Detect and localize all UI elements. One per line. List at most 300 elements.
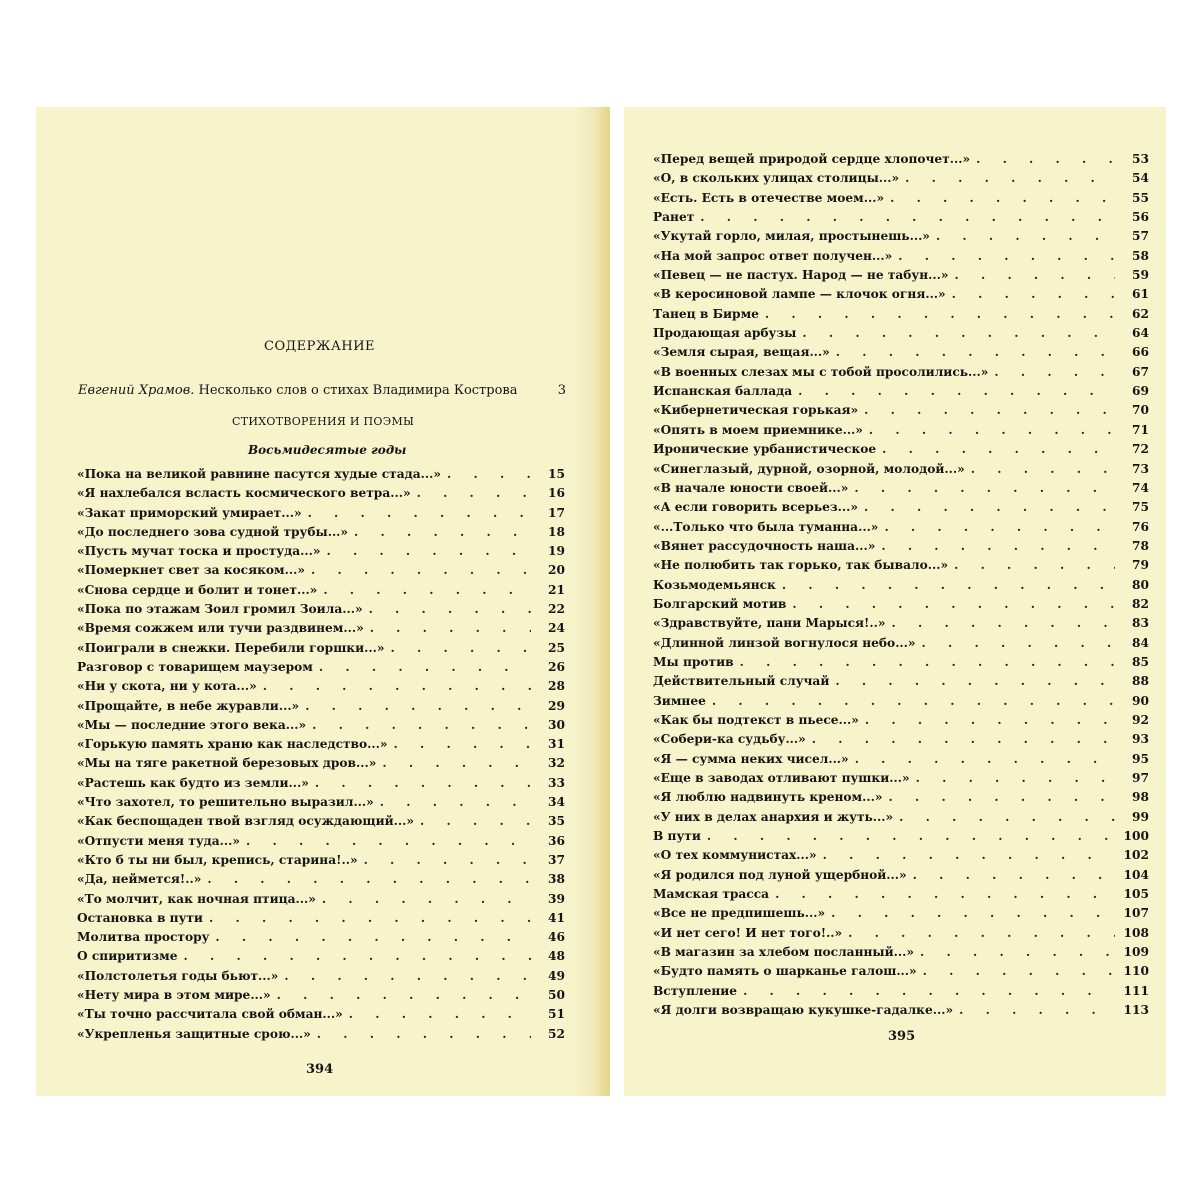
toc-entry: [653, 595, 1149, 614]
toc-entry-title: «То молчит, как ночная птица...»: [77, 891, 316, 906]
toc-entry-title: В пути: [653, 829, 701, 844]
toc-entry-title: «Не полюбить так горько, так бывало...»: [653, 558, 949, 573]
toc-entry-title: «Еще в заводах отливают пушки...»: [653, 771, 910, 785]
toc-entry: [77, 523, 565, 542]
dot-leader: [922, 634, 1115, 653]
toc-entry-page-number: 75: [1132, 500, 1149, 515]
toc-entry-title: «Здравствуйте, пани Марыся!..»: [653, 616, 886, 631]
toc-entry-page-number: 78: [1132, 538, 1149, 553]
dot-leader: [311, 561, 531, 580]
dot-leader: [994, 363, 1115, 382]
dot-leader: [246, 832, 531, 851]
toc-entry-page-number: 50: [548, 988, 565, 1003]
toc-entry: [77, 967, 565, 986]
toc-entry: [77, 581, 565, 600]
toc-entry: [77, 465, 565, 484]
toc-entry: [77, 774, 565, 793]
toc-entry-title: «В начале юности своей...»: [653, 480, 849, 495]
toc-entry: [653, 982, 1149, 1001]
dot-leader: [319, 658, 531, 677]
toc-entry-title: Испанская баллада: [653, 384, 793, 399]
toc-entries-right: [653, 150, 1149, 1020]
toc-entry: [653, 382, 1149, 401]
toc-entry-title: «Певец — не пастух. Народ — не табун...»: [653, 268, 949, 283]
dot-leader: [369, 600, 531, 619]
toc-entry-title: «В керосиновой лампе — клочок огня...»: [653, 287, 946, 302]
toc-entry-title: «Перед вещей природой сердце хлопочет...»: [653, 152, 971, 166]
toc-entry-page-number: 111: [1123, 983, 1149, 998]
toc-entry-page-number: 62: [1132, 306, 1149, 321]
toc-entry-page-number: 55: [1132, 190, 1149, 205]
toc-entry: [653, 904, 1149, 923]
toc-entry-title: Молитва простору: [77, 930, 210, 945]
dot-leader: [812, 730, 1115, 749]
toc-entry-title: «Укутай горло, милая, простынешь...»: [653, 229, 930, 244]
toc-entry-title: «Я — сумма неких чисел...»: [653, 751, 849, 766]
toc-entry: [653, 943, 1149, 962]
dot-leader: [447, 465, 531, 484]
toc-entry-page-number: 88: [1132, 674, 1149, 689]
dot-leader: [959, 1001, 1115, 1020]
toc-title: СОДЕРЖАНИЕ: [264, 339, 376, 354]
toc-entry-page-number: 84: [1132, 635, 1149, 650]
toc-entry-title: «Я долги возвращаю кукушке-гадалке...»: [653, 1003, 954, 1018]
toc-entry-page-number: 57: [1132, 229, 1149, 244]
toc-entry: [653, 730, 1149, 749]
dot-leader: [284, 967, 531, 986]
toc-entry-page-number: 95: [1132, 751, 1149, 766]
right-page: [624, 107, 1166, 1096]
toc-entry: [77, 542, 565, 561]
dot-leader: [899, 808, 1115, 827]
dot-leader: [382, 754, 531, 773]
toc-entry-title: «Опять в моем приемнике...»: [653, 422, 863, 437]
toc-entry-title: «Я люблю надвинуть креном...»: [653, 790, 883, 805]
toc-entry: [653, 247, 1149, 266]
toc-entry-page-number: 54: [1132, 171, 1149, 186]
toc-entry: [653, 324, 1149, 343]
toc-entry: [653, 363, 1149, 382]
toc-entry: [653, 285, 1149, 304]
toc-entry-page-number: 85: [1132, 654, 1149, 669]
dot-leader: [364, 851, 531, 870]
toc-entry: [653, 189, 1149, 208]
toc-entry-title: «Укрепленья защитные срою...»: [77, 1026, 311, 1041]
toc-entry: [653, 266, 1149, 285]
intro-author: Евгений Храмов.: [78, 383, 195, 398]
toc-entry-page-number: 108: [1123, 925, 1149, 940]
toc-entry-page-number: 100: [1123, 829, 1149, 844]
dot-leader: [936, 227, 1115, 246]
toc-entry: [77, 870, 565, 889]
toc-entry: [653, 885, 1149, 904]
toc-entry-page-number: 64: [1132, 326, 1149, 341]
page-number-right: 395: [888, 1029, 916, 1044]
toc-entry-page-number: 31: [548, 737, 565, 752]
toc-entry-page-number: 49: [548, 968, 565, 983]
toc-entry-page-number: 37: [548, 852, 565, 867]
toc-entry: [653, 962, 1149, 981]
dot-leader: [881, 537, 1115, 556]
toc-entry-page-number: 74: [1132, 480, 1149, 495]
toc-entry: [77, 1005, 565, 1024]
toc-entry: [77, 1025, 565, 1044]
toc-entry-title: «В магазин за хлебом посланный...»: [653, 945, 915, 960]
toc-entry-page-number: 80: [1132, 577, 1149, 592]
dot-leader: [798, 382, 1115, 401]
toc-entry-title: «До последнего зова судной трубы...»: [77, 524, 349, 539]
dot-leader: [312, 716, 531, 735]
toc-entry: [77, 832, 565, 851]
toc-entry-title: «Что захотел, то решительно выразил...»: [77, 795, 374, 810]
dot-leader: [775, 885, 1115, 904]
dot-leader: [848, 924, 1115, 943]
dot-leader: [792, 595, 1115, 614]
toc-entry-page-number: 26: [548, 659, 565, 674]
toc-entry-title: Продающая арбузы: [653, 326, 797, 341]
dot-leader: [923, 962, 1115, 981]
dot-leader: [707, 827, 1115, 846]
dot-leader: [913, 866, 1115, 885]
toc-entry-title: «Время сожжем или тучи раздвинем...»: [77, 621, 364, 636]
toc-entry: [77, 677, 565, 696]
dot-leader: [317, 1025, 531, 1044]
section-heading: СТИХОТВОРЕНИЯ И ПОЭМЫ: [232, 415, 415, 428]
toc-entry: [653, 750, 1149, 769]
toc-entry-title: «Есть. Есть в отечестве моем...»: [653, 190, 885, 205]
toc-entry: [77, 890, 565, 909]
toc-entry-title: «...Только что была туманна...»: [653, 519, 879, 534]
toc-entry: [77, 793, 565, 812]
toc-entry-page-number: 76: [1132, 519, 1149, 534]
toc-entry-title: «Кибернетическая горькая»: [653, 403, 859, 418]
toc-entry-page-number: 71: [1132, 422, 1149, 437]
dot-leader: [869, 421, 1115, 440]
toc-entry: [653, 692, 1149, 711]
toc-entry: [77, 619, 565, 638]
toc-entry-page-number: 61: [1132, 287, 1149, 302]
toc-entry-title: «Пока на великой равнине пасутся худые стада...»: [77, 467, 441, 481]
toc-entry-page-number: 32: [548, 756, 565, 771]
toc-entry: [77, 986, 565, 1005]
toc-entry-page-number: 92: [1132, 712, 1149, 727]
toc-entry-title: Вступление: [653, 983, 738, 998]
toc-entry-title: «Поиграли в снежки. Перебили горшки...»: [77, 640, 385, 655]
toc-entry-title: «Я родился под луной ущербной...»: [653, 867, 907, 882]
toc-entry-title: «Ты точно рассчитала свой обман...»: [77, 1007, 343, 1022]
toc-entry-title: Танец в Бирме: [653, 306, 759, 321]
toc-entry-page-number: 97: [1132, 771, 1149, 785]
dot-leader: [323, 581, 531, 600]
dot-leader: [207, 870, 531, 889]
toc-entry: [653, 460, 1149, 479]
toc-entry-page-number: 73: [1132, 461, 1149, 476]
toc-entry-page-number: 59: [1132, 268, 1149, 283]
toc-entry: [653, 556, 1149, 575]
toc-entry-title: «Померкнет свет за косяком...»: [77, 563, 305, 578]
dot-leader: [864, 498, 1115, 517]
toc-entry-page-number: 83: [1132, 616, 1149, 631]
dot-leader: [976, 150, 1115, 169]
toc-entry-page-number: 109: [1123, 945, 1149, 960]
dot-leader: [954, 266, 1115, 285]
toc-entry-page-number: 28: [548, 679, 565, 694]
dot-leader: [380, 793, 531, 812]
toc-entry: [653, 769, 1149, 788]
toc-entry-title: «Снова сердце и болит и тонет...»: [77, 582, 318, 597]
dot-leader: [277, 986, 531, 1005]
toc-entry-title: Иронические урбанистическое: [653, 442, 877, 457]
toc-entry-page-number: 41: [548, 910, 565, 925]
toc-entry-title: «Закат приморский умирает...»: [77, 505, 302, 520]
toc-entry-title: «Горькую память храню как наследство...»: [77, 737, 388, 752]
toc-entry-page-number: 53: [1132, 152, 1149, 166]
toc-entry: [653, 305, 1149, 324]
intro-text: [78, 383, 517, 398]
toc-entry: [653, 808, 1149, 827]
toc-entry-title: «Как беспощаден твой взгляд осуждающий...»: [77, 814, 415, 829]
dot-leader: [308, 504, 531, 523]
toc-entry-page-number: 25: [548, 640, 565, 655]
dot-leader: [184, 947, 531, 966]
toc-entry-page-number: 48: [548, 949, 565, 964]
toc-entry-title: «В военных слезах мы с тобой просолились...»: [653, 364, 989, 379]
toc-entry-title: Болгарский мотив: [653, 596, 787, 611]
toc-entry: [77, 754, 565, 773]
dot-leader: [802, 324, 1115, 343]
toc-entry-page-number: 67: [1132, 364, 1149, 379]
toc-entry: [653, 576, 1149, 595]
toc-entry: [77, 909, 565, 928]
toc-entry-page-number: 20: [548, 563, 565, 578]
dot-leader: [712, 692, 1115, 711]
dot-leader: [700, 208, 1115, 227]
toc-entry: [653, 653, 1149, 672]
toc-entry-page-number: 33: [548, 775, 565, 790]
toc-entry-page-number: 35: [548, 814, 565, 829]
dot-leader: [782, 576, 1115, 595]
toc-entry: [77, 716, 565, 735]
toc-entry: [77, 639, 565, 658]
dot-leader: [954, 556, 1115, 575]
toc-entry-page-number: 19: [548, 544, 565, 559]
toc-entry: [77, 504, 565, 523]
toc-entry-page-number: 107: [1123, 906, 1149, 921]
toc-entry: [653, 711, 1149, 730]
toc-entry: [653, 924, 1149, 943]
dot-leader: [209, 909, 531, 928]
toc-entry-title: «Мы — последние этого века...»: [77, 717, 307, 732]
dot-leader: [835, 672, 1115, 691]
toc-entry: [653, 343, 1149, 362]
dot-leader: [743, 982, 1115, 1001]
toc-entry: [653, 1001, 1149, 1020]
toc-entry: [77, 928, 565, 947]
toc-entry: [653, 866, 1149, 885]
dot-leader: [865, 711, 1115, 730]
toc-entry-page-number: 105: [1123, 887, 1149, 902]
dot-leader: [740, 653, 1115, 672]
toc-entry: [77, 851, 565, 870]
dot-leader: [263, 677, 531, 696]
toc-entry-title: Мы против: [653, 654, 734, 669]
toc-entry: [77, 697, 565, 716]
toc-entry: [653, 440, 1149, 459]
dot-leader: [952, 285, 1115, 304]
toc-entry-title: О спиритизме: [77, 949, 178, 964]
dot-leader: [905, 169, 1115, 188]
toc-entry-title: «У них в делах анархия и жуть...»: [653, 809, 894, 824]
toc-entry-title: «Мы на тяге ракетной березовых дров...»: [77, 756, 377, 771]
toc-entry: [77, 947, 565, 966]
toc-entry: [653, 537, 1149, 556]
toc-entry-title: «Собери-ка судьбу...»: [653, 732, 806, 747]
toc-entry: [653, 846, 1149, 865]
toc-entry-title: «Синеглазый, дурной, озорной, молодой...»: [653, 461, 965, 476]
toc-entry-title: «Я нахлебался всласть космического ветра...»: [77, 486, 411, 501]
toc-entry-title: «Кто б ты ни был, крепись, старина!..»: [77, 852, 358, 867]
toc-entry-page-number: 70: [1132, 403, 1149, 418]
intro-entry: [78, 383, 566, 398]
dot-leader: [898, 247, 1115, 266]
dot-leader: [882, 440, 1115, 459]
toc-entry: [653, 169, 1149, 188]
toc-entry-title: «Длинной линзой вогнулося небо...»: [653, 635, 916, 650]
toc-entry-page-number: 72: [1132, 442, 1149, 457]
toc-entry-page-number: 24: [548, 621, 565, 636]
toc-entry-page-number: 38: [548, 872, 565, 887]
toc-entry-page-number: 51: [548, 1007, 565, 1022]
dot-leader: [836, 343, 1115, 362]
toc-entry-title: «Будто память о шарканье галош...»: [653, 964, 917, 979]
toc-entry-page-number: 21: [548, 582, 565, 597]
toc-entry: [77, 561, 565, 580]
left-page: [36, 107, 596, 1096]
toc-entry: [653, 827, 1149, 846]
toc-entry-title: «Прощайте, в небе журавли...»: [77, 698, 300, 713]
toc-entry-page-number: 98: [1132, 790, 1149, 805]
toc-entry-page-number: 15: [548, 467, 565, 481]
toc-entry-title: «Нету мира в этом мире...»: [77, 988, 271, 1003]
toc-entry-page-number: 34: [548, 795, 565, 810]
toc-entry-title: «Растешь как будто из земли...»: [77, 775, 309, 790]
toc-entry-page-number: 30: [548, 717, 565, 732]
toc-entries-left: [77, 465, 565, 1044]
dot-leader: [393, 735, 531, 754]
toc-entry: [77, 600, 565, 619]
toc-entry-title: «А если говорить всерьез...»: [653, 500, 858, 515]
toc-entry-page-number: 69: [1132, 384, 1149, 399]
toc-entry-page-number: 58: [1132, 248, 1149, 263]
toc-entry: [77, 735, 565, 754]
toc-entry: [653, 421, 1149, 440]
dot-leader: [322, 890, 531, 909]
toc-entry-title: «Ни у скота, ни у кота...»: [77, 679, 257, 694]
dot-leader: [420, 812, 531, 831]
toc-entry-title: Остановка в пути: [77, 910, 203, 925]
toc-entry-title: «И нет сего! И нет того!..»: [653, 925, 843, 940]
subsection-heading: Восьмидесятые годы: [248, 443, 407, 457]
dot-leader: [765, 305, 1115, 324]
toc-entry-title: Мамская трасса: [653, 887, 770, 902]
toc-entry-page-number: 46: [548, 930, 565, 945]
toc-entry-page-number: 66: [1132, 345, 1149, 360]
toc-entry: [653, 227, 1149, 246]
dot-leader: [370, 619, 531, 638]
dot-leader: [831, 904, 1115, 923]
dot-leader: [890, 189, 1115, 208]
toc-entry-page-number: 82: [1132, 596, 1149, 611]
toc-entry-title: Ранет: [653, 210, 695, 225]
toc-entry: [653, 479, 1149, 498]
toc-entry-title: «Пусть мучат тоска и простуда...»: [77, 544, 321, 559]
dot-leader: [326, 542, 531, 561]
toc-entry: [653, 672, 1149, 691]
toc-entry-page-number: 17: [548, 505, 565, 520]
toc-entry-title: «Земля сырая, вещая...»: [653, 345, 830, 360]
toc-entry-title: «Пока по этажам Зоил громил Зоила...»: [77, 602, 363, 617]
dot-leader: [315, 774, 531, 793]
dot-leader: [916, 769, 1115, 788]
dot-leader: [884, 518, 1115, 537]
toc-entry-title: «Все не предпишешь...»: [653, 906, 826, 921]
toc-entry: [653, 634, 1149, 653]
page-number-left: 394: [306, 1062, 334, 1077]
dot-leader: [305, 697, 531, 716]
toc-entry: [653, 498, 1149, 517]
toc-entry: [653, 614, 1149, 633]
toc-entry-page-number: 110: [1123, 964, 1149, 979]
toc-entry-page-number: 99: [1132, 809, 1149, 824]
dot-leader: [417, 484, 531, 503]
book-spread: [36, 107, 1166, 1096]
toc-entry-page-number: 56: [1132, 210, 1149, 225]
toc-entry-page-number: 29: [548, 698, 565, 713]
toc-entry: [653, 518, 1149, 537]
toc-entry: [653, 150, 1149, 169]
toc-entry-title: Действительный случай: [653, 674, 830, 689]
toc-entry-page-number: 18: [548, 524, 565, 539]
dot-leader: [920, 943, 1115, 962]
toc-entry-page-number: 102: [1123, 848, 1149, 863]
toc-entry-title: Козьмодемьянск: [653, 577, 776, 592]
dot-leader: [971, 460, 1115, 479]
dot-leader: [864, 401, 1115, 420]
toc-entry-page-number: 36: [548, 833, 565, 848]
toc-entry: [77, 484, 565, 503]
toc-entry-page-number: 22: [548, 602, 565, 617]
toc-entry-title: Разговор с товарищем маузером: [77, 659, 313, 674]
toc-entry-page-number: 79: [1132, 558, 1149, 573]
toc-entry-title: «Вянет рассудочность наша...»: [653, 538, 876, 553]
toc-entry-title: «На мой запрос ответ получен...»: [653, 248, 893, 263]
toc-entry-title: «Как бы подтекст в пьесе...»: [653, 712, 859, 727]
dot-leader: [888, 788, 1115, 807]
toc-entry-title: «Отпусти меня туда...»: [77, 833, 240, 848]
toc-entry-page-number: 39: [548, 891, 565, 906]
toc-entry-page-number: 104: [1123, 867, 1149, 882]
toc-entry: [77, 658, 565, 677]
toc-entry-page-number: 52: [548, 1026, 565, 1041]
dot-leader: [855, 750, 1115, 769]
toc-entry-title: «О, в скольких улицах столицы...»: [653, 171, 900, 186]
dot-leader: [823, 846, 1115, 865]
toc-entry-page-number: 16: [548, 486, 565, 501]
toc-entry-title: Зимнее: [653, 693, 706, 708]
dot-leader: [354, 523, 531, 542]
dot-leader: [349, 1005, 531, 1024]
toc-entry: [653, 401, 1149, 420]
